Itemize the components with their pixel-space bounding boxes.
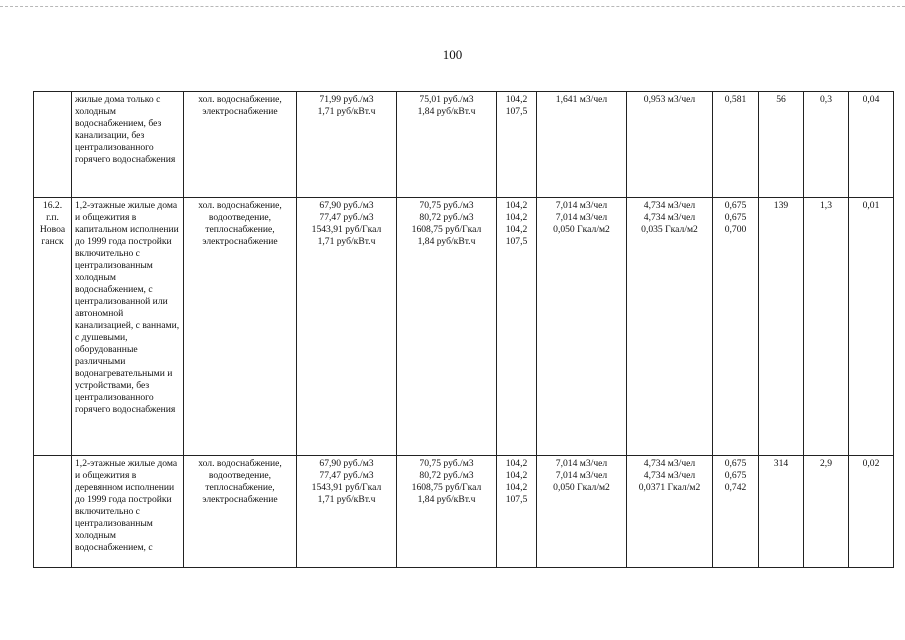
cell-index [497, 198, 537, 456]
cell-index-line: 104,2 [505, 224, 528, 235]
cell-norm-new-line: 4,734 м3/чел [643, 212, 696, 223]
cell-norm-new [627, 92, 713, 198]
cell-norm-new-line: 4,734 м3/чел [643, 200, 696, 211]
cell-norm-old-line: 7,014 м3/чел [555, 458, 608, 469]
cell-number [34, 92, 72, 198]
cell-value-1-text: 0,3 [820, 94, 832, 105]
cell-coefficient [713, 198, 759, 456]
cell-index-line: 107,5 [505, 494, 528, 505]
cell-norm-old-line: 0,050 Гкал/м2 [553, 482, 610, 493]
scan-edge-line [0, 6, 905, 7]
cell-value-2-text: 0,02 [862, 458, 880, 469]
cell-coefficient-line: 0,675 [724, 470, 747, 481]
cell-index-line: 107,5 [505, 106, 528, 117]
cell-tariff-new [397, 198, 497, 456]
cell-services-line: электроснабжение [202, 106, 278, 117]
cell-tariff-old-line: 1,71 руб/кВт.ч [317, 236, 376, 247]
cell-norm-new-line: 0,035 Гкал/м2 [641, 224, 698, 235]
cell-index-line: 104,2 [505, 482, 528, 493]
cell-tariff-old-line: 67,90 руб./м3 [319, 200, 374, 211]
cell-number-line: Новоа [39, 224, 66, 235]
cell-number [34, 198, 72, 456]
cell-norm-old-line: 0,050 Гкал/м2 [553, 224, 610, 235]
table-body [34, 92, 894, 568]
cell-count-text: 314 [773, 458, 789, 469]
cell-count-text: 56 [776, 94, 786, 105]
cell-description [72, 198, 184, 456]
cell-index-line: 104,2 [505, 470, 528, 481]
cell-index-line: 107,5 [505, 236, 528, 247]
cell-norm-new-line: 4,734 м3/чел [643, 458, 696, 469]
cell-coefficient-line: 0,675 [724, 458, 747, 469]
cell-norm-old-line: 7,014 м3/чел [555, 200, 608, 211]
cell-services-line: водоотведение, [208, 470, 272, 481]
cell-services-line: теплоснабжение, [205, 224, 275, 235]
cell-coefficient-line: 0,700 [724, 224, 747, 235]
cell-value-2 [849, 92, 894, 198]
cell-tariff-new [397, 456, 497, 568]
cell-tariff-old-line: 67,90 руб./м3 [319, 458, 374, 469]
cell-index-line: 104,2 [505, 458, 528, 469]
cell-norm-old-line: 1,641 м3/чел [555, 94, 608, 105]
cell-tariff-new-line: 75,01 руб./м3 [419, 94, 474, 105]
cell-norm-old-line: 7,014 м3/чел [555, 470, 608, 481]
cell-tariff-old-line: 1,71 руб/кВт.ч [317, 494, 376, 505]
cell-count [759, 198, 804, 456]
cell-norm-new [627, 456, 713, 568]
cell-description [72, 92, 184, 198]
table-row [34, 92, 894, 198]
cell-value-1 [804, 456, 849, 568]
cell-count [759, 456, 804, 568]
cell-tariff-new-line: 1608,75 руб/Гкал [411, 224, 482, 235]
cell-services [184, 92, 297, 198]
cell-norm-new-line: 0,953 м3/чел [643, 94, 696, 105]
cell-norm-new-line: 0,0371 Гкал/м2 [638, 482, 701, 493]
cell-number-line: 16.2. [42, 200, 63, 211]
cell-norm-old [537, 456, 627, 568]
cell-tariff-old-line: 77,47 руб./м3 [319, 470, 374, 481]
cell-value-1 [804, 198, 849, 456]
cell-tariff-new-line: 1,84 руб/кВт.ч [417, 236, 476, 247]
cell-value-1-text: 1,3 [820, 200, 832, 211]
cell-count-text: 139 [773, 200, 789, 211]
cell-norm-new [627, 198, 713, 456]
cell-coefficient-line: 0,675 [724, 212, 747, 223]
cell-value-1-text: 2,9 [820, 458, 832, 469]
cell-value-2-text: 0,04 [862, 94, 880, 105]
cell-value-2 [849, 198, 894, 456]
cell-tariff-new-line: 1,84 руб/кВт.ч [417, 106, 476, 117]
cell-index-line: 104,2 [505, 212, 528, 223]
cell-description [72, 456, 184, 568]
cell-number-line: г.п. [46, 212, 59, 223]
tariff-table [33, 91, 894, 568]
cell-number-line: ганск [41, 236, 64, 247]
cell-index [497, 456, 537, 568]
cell-tariff-new-line: 1,84 руб/кВт.ч [417, 494, 476, 505]
cell-tariff-new-line: 70,75 руб./м3 [419, 458, 474, 469]
cell-coefficient-line: 0,581 [724, 94, 747, 105]
cell-coefficient [713, 456, 759, 568]
cell-norm-new-line: 4,734 м3/чел [643, 470, 696, 481]
cell-tariff-new-line: 70,75 руб./м3 [419, 200, 474, 211]
cell-tariff-old-line: 1,71 руб/кВт.ч [317, 106, 376, 117]
cell-value-1 [804, 92, 849, 198]
page-number: 100 [442, 47, 463, 62]
table-row [34, 198, 894, 456]
cell-count [759, 92, 804, 198]
cell-services-line: водоотведение, [208, 212, 272, 223]
cell-coefficient-line: 0,742 [724, 482, 747, 493]
cell-services-line: хол. водоснабжение, [198, 458, 282, 469]
cell-norm-old-line: 7,014 м3/чел [555, 212, 608, 223]
cell-norm-old [537, 92, 627, 198]
cell-index [497, 92, 537, 198]
cell-value-2 [849, 456, 894, 568]
cell-services-line: хол. водоснабжение, [198, 200, 282, 211]
cell-number [34, 456, 72, 568]
cell-tariff-old [297, 92, 397, 198]
cell-services-line: электроснабжение [202, 494, 278, 505]
cell-services [184, 198, 297, 456]
cell-tariff-old-line: 71,99 руб./м3 [319, 94, 374, 105]
cell-coefficient-line: 0,675 [724, 200, 747, 211]
cell-description-text: жилые дома только с холодным водоснабжением, без канализации, без централизованного горячего водоснабжения [75, 94, 176, 165]
cell-value-2-text: 0,01 [862, 200, 880, 211]
cell-services-line: теплоснабжение, [205, 482, 275, 493]
cell-tariff-old-line: 1543,91 руб/Гкал [311, 482, 382, 493]
cell-tariff-old [297, 456, 397, 568]
cell-coefficient [713, 92, 759, 198]
cell-description-text: 1,2-этажные жилые дома и общежития в капитальном исполнении до 1999 года постройки включительно с централизованным холодным водоснабжением, с централизованной или автономной канализацией, с ваннами, с душевыми, оборудованные различными водонагревательными и устройствами, без централизованного горячего водоснабжения [75, 200, 180, 415]
cell-index-line: 104,2 [505, 94, 528, 105]
table-row [34, 456, 894, 568]
cell-tariff-new-line: 80,72 руб./м3 [419, 212, 474, 223]
cell-tariff-new-line: 80,72 руб./м3 [419, 470, 474, 481]
cell-tariff-old-line: 1543,91 руб/Гкал [311, 224, 382, 235]
cell-norm-old [537, 198, 627, 456]
cell-tariff-new-line: 1608,75 руб/Гкал [411, 482, 482, 493]
cell-index-line: 104,2 [505, 200, 528, 211]
cell-services-line: электроснабжение [202, 236, 278, 247]
cell-description-text: 1,2-этажные жилые дома и общежития в деревянном исполнении до 1999 года постройки включительно с централизованным холодным водоснабжением, с [75, 458, 178, 553]
cell-services [184, 456, 297, 568]
cell-services-line: хол. водоснабжение, [198, 94, 282, 105]
cell-tariff-new [397, 92, 497, 198]
cell-tariff-old [297, 198, 397, 456]
cell-tariff-old-line: 77,47 руб./м3 [319, 212, 374, 223]
